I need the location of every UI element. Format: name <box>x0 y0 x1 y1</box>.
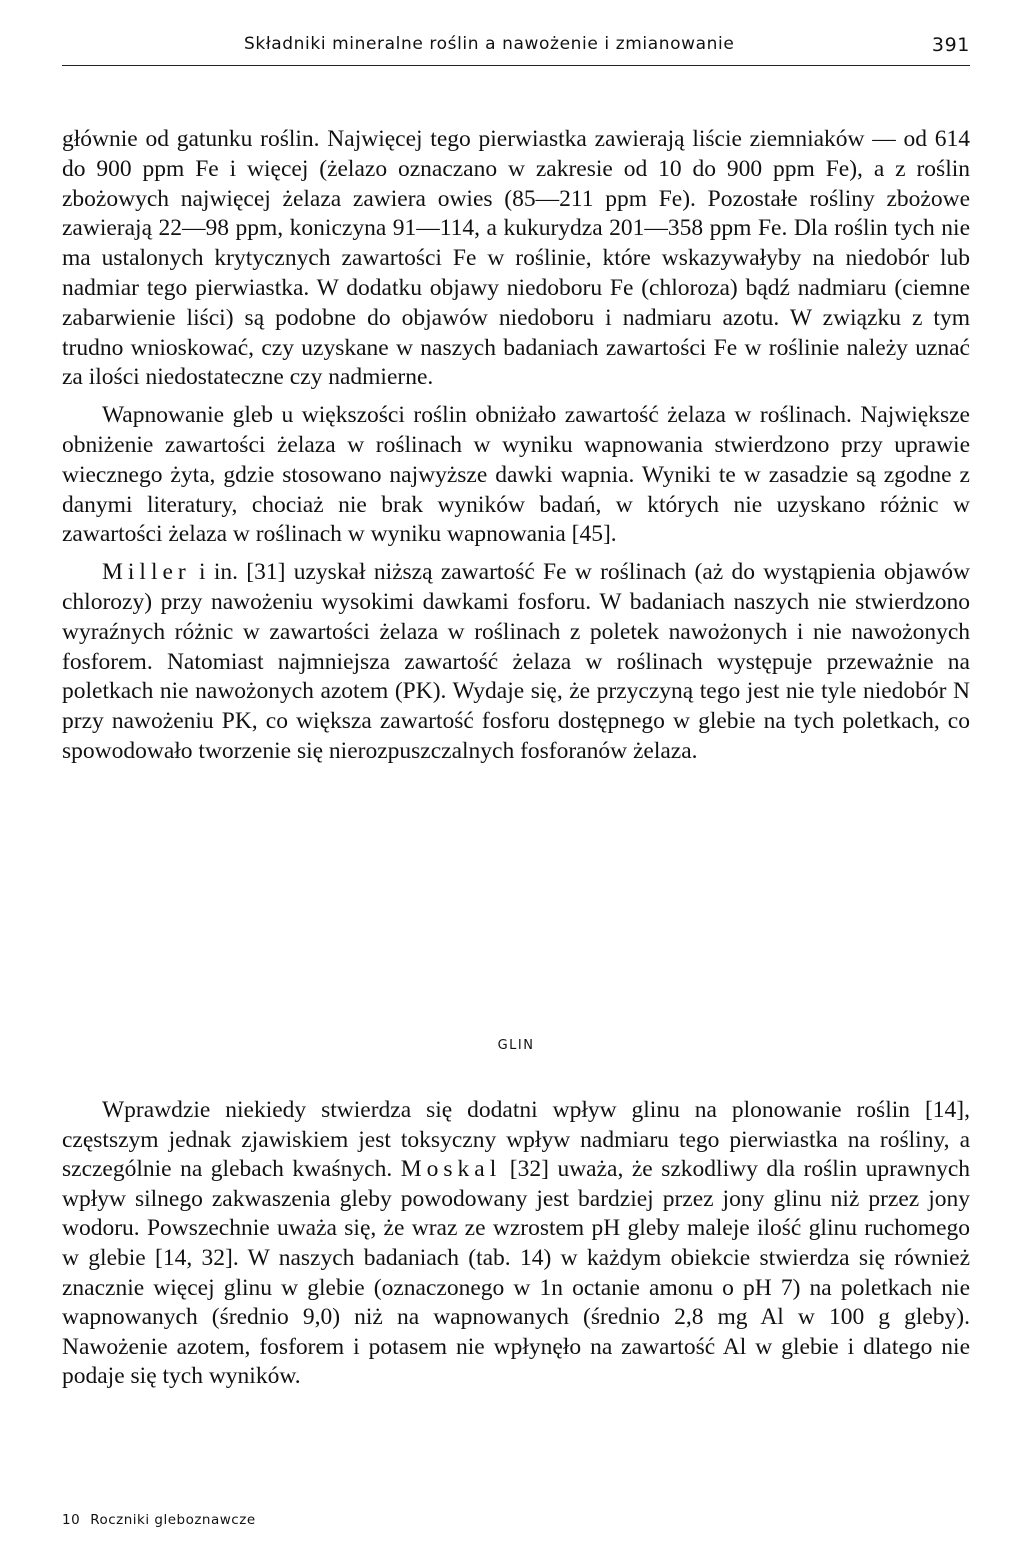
section-glin-text <box>62 1096 970 1392</box>
document-page <box>62 30 970 1528</box>
signature-mark: 10 <box>62 1512 81 1528</box>
paragraph-aluminium-part-a: Wprawdzie niekiedy stwierdza się dodatni wpływ glinu na plonowanie roślin [14], częstszym jednak zjawiskiem jest toksyczny wpływ nadmiaru tego pierwiastka na rośliny, a szczególnie na glebach kwaśnych. <box>62 1097 970 1183</box>
running-title: Składniki mineralne roślin a nawożenie i zmianowanie <box>244 34 735 54</box>
journal-name: Roczniki gleboznawcze <box>90 1512 256 1528</box>
main-text <box>62 125 970 775</box>
section-heading: GLIN <box>497 1038 535 1053</box>
author-name-moskal: Moskal <box>400 1156 502 1183</box>
running-header <box>62 30 970 62</box>
page-number: 391 <box>931 34 970 56</box>
paragraph-liming: Wapnowanie gleb u większości roślin obniżało zawartość żelaza w roślinach. Największe obniżenie zawartości żelaza w roślinach w wyniku wapnowania stwierdzono przy uprawie wiecznego żyta, gdzie stosowano najwyższe dawki wapnia. Wyniki te w zasadzie są zgodne z danymi literatury, chociaż nie brak wyników badań, w których nie uzyskano różnic w zawartości żelaza w roślinach w wyniku wapnowania [45]. <box>62 402 970 548</box>
author-name-miller: Miller <box>102 559 191 586</box>
header-rule <box>62 65 970 66</box>
paragraph-aluminium-part-b: [32] uważa, że szkodliwy dla roślin uprawnych wpływ silnego zakwaszenia gleby powodowany jest bardziej przez jony glinu niż przez jony wodoru. Powszechnie uważa się, że wraz ze wzrostem pH gleby maleje ilość glinu ruchomego w glebie [14, 32]. W naszych badaniach (tab. 14) w każdym obiekcie stwierdza się również znacznie więcej glinu w glebie (oznaczonego w 1n octanie amonu o pH 7) na poletkach nie wapnowanych (średnio 9,0) niż na wapnowanych (średnio 2,8 mg Al w 100 g gleby). Nawożenie azotem, fosforem i potasem nie wpłynęło na zawartość Al w glebie i dlatego nie podaje się tych wyników. <box>62 1156 970 1390</box>
paragraph-miller <box>62 558 970 767</box>
page-footer <box>62 1512 256 1528</box>
paragraph-aluminium <box>62 1096 970 1392</box>
paragraph-miller-text: i in. [31] uzyskał niższą zawartość Fe w roślinach (aż do wystąpienia objawów chlorozy) przy nawożeniu wysokimi dawkami fosforu. W badaniach naszych nie stwierdzono wyraźnych różnic w zawartości żelaza w roślinach z poletek nawożonych i nie nawożonych fosforem. Natomiast najmniejsza zawartość żelaza w roślinach występuje przeważnie na poletkach nie nawożonych azotem (PK). Wydaje się, że przyczyną tego jest nie tyle niedobór N przy nawożeniu PK, co większa zawartość fosforu dostępnego w glebie na tych poletkach, co spowodowało tworzenie się nierozpuszczalnych fosforanów żelaza. <box>62 559 970 764</box>
paragraph-iron-content: głównie od gatunku roślin. Najwięcej tego pierwiastka zawierają liście ziemniaków — od 614 do 900 ppm Fe i więcej (żelazo oznaczano w zakresie od 10 do 900 ppm Fe), a z roślin zbożowych najwięcej żelaza zawiera owies (85—211 ppm Fe). Pozostałe rośliny zbożowe zawierają 22—98 ppm, koniczyna 91—114, a kukurydza 201—358 ppm Fe. Dla roślin tych nie ma ustalonych krytycznych zawartości Fe w roślinie, które wskazywałyby na niedobór lub nadmiar tego pierwiastka. W dodatku objawy niedoboru Fe (chloroza) bądź nadmiaru (ciemne zabarwienie liści) są podobne do objawów niedoboru i nadmiaru azotu. W związku z tym trudno wnioskować, czy uzyskane w naszych badaniach zawartości Fe w roślinie należy uznać za ilości niedostateczne czy nadmierne. <box>62 126 970 391</box>
